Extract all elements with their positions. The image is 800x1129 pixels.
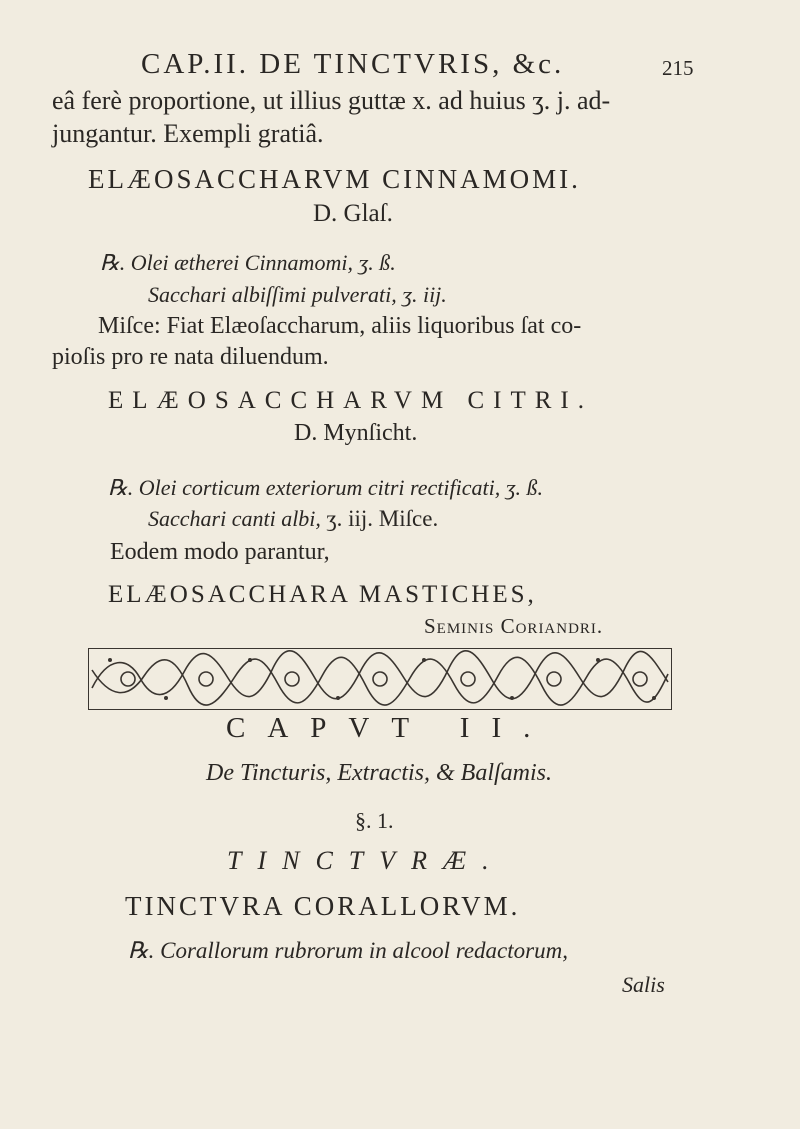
section-title-tincturae: TINCTVRÆ. [227, 846, 505, 875]
body-text-line: Eodem modo parantur, [110, 539, 330, 565]
ornament-dots [108, 658, 656, 700]
recipe-line: Sacchari albiſſimi pulverati, ʒ. iij. [148, 282, 447, 307]
catchword: Salis [622, 972, 665, 997]
recipe-line: ℞. Olei corticum exteriorum citri rectificati, ʒ. ß. [108, 475, 543, 500]
section-title-corallorum: TINCTVRA CORALLORVM. [125, 891, 521, 921]
intro-line-2: jungantur. Exempli gratiâ. [52, 119, 324, 148]
author-mynsicht: D. Mynſicht. [294, 420, 418, 446]
chapter-subtitle: De Tincturis, Extractis, & Balſamis. [206, 760, 552, 786]
paragraph-mark: §. 1. [355, 808, 394, 833]
body-text-line: pioſis pro re nata diluendum. [52, 344, 329, 370]
ornament-band [88, 648, 672, 710]
section-subtitle-coriandri: Seminis Coriandri. [424, 614, 604, 638]
section-title-cinnamomi: ELÆOSACCHARVM CINNAMOMI. [88, 164, 581, 194]
section-title-mastiches: ELÆOSACCHARA MASTICHES, [108, 581, 537, 608]
body-text-line: Miſce: Fiat Elæoſaccharum, aliis liquoribus ſat co- [98, 313, 582, 339]
ornament-scrolls [92, 651, 668, 705]
recipe-line: ℞. Olei ætherei Cinnamomi, ʒ. ß. [100, 250, 396, 275]
chapter-heading: CAPVT II. [226, 712, 553, 744]
intro-line-1: eâ ferè proportione, ut illius guttæ x. ad huius ʒ. j. ad- [52, 86, 611, 115]
recipe-quantity: ʒ. iij. Miſce. [326, 506, 439, 531]
page-number: 215 [662, 56, 694, 80]
recipe-line: ℞. Corallorum rubrorum in alcool redactorum, [128, 938, 568, 963]
author-glaser: D. Glaſ. [313, 200, 393, 227]
section-title-citri: ELÆOSACCHARVM CITRI. [108, 387, 593, 414]
recipe-ingredient: Sacchari canti albi, [148, 506, 321, 531]
running-head-title: CAP.II. DE TINCTVRIS, &c. [141, 48, 565, 80]
recipe-line [148, 506, 438, 532]
